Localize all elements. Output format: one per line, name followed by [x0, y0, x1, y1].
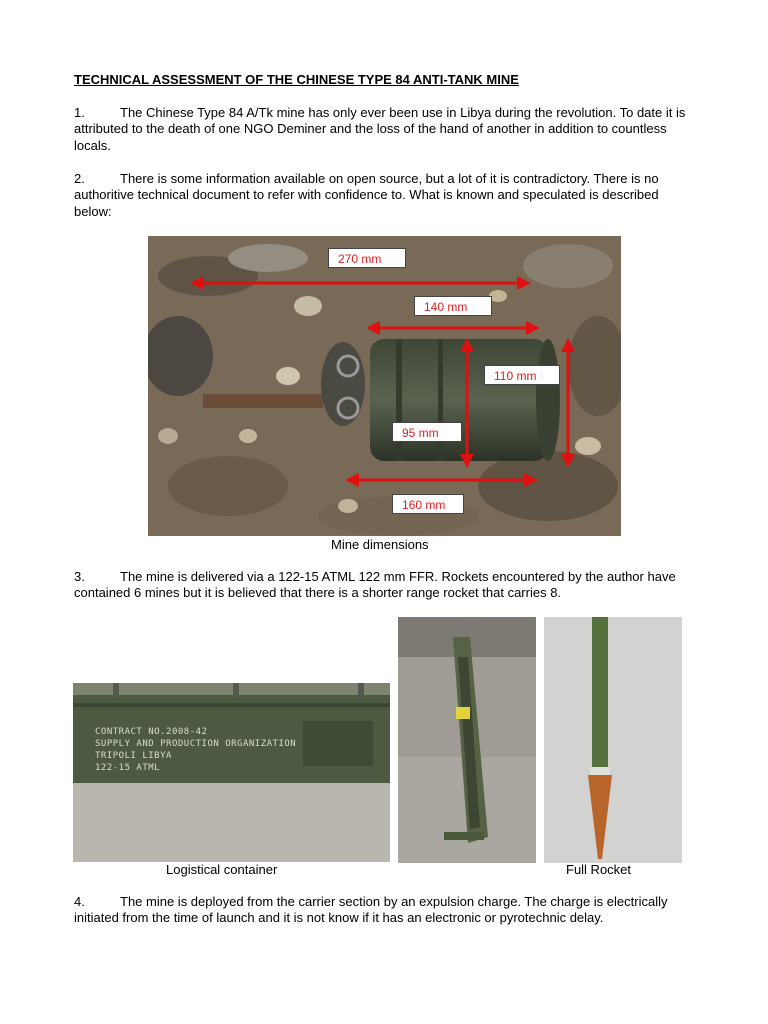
- figure-caption-rocket: Full Rocket: [566, 862, 632, 877]
- figure-caption-mine: Mine dimensions: [331, 537, 429, 552]
- container-photo: [73, 683, 390, 862]
- paragraph-1: [74, 105, 698, 154]
- dimension-label: 110 mm: [484, 365, 560, 385]
- paragraph-text: There is some information available on open source, but a lot of it is contradictory. There is no authoritive technical document to refer with confidence to. What is known and speculated is described below:: [74, 171, 659, 219]
- dimension-label: 160 mm: [392, 494, 464, 514]
- paragraph-number: 4.: [74, 894, 85, 909]
- paragraph-text: The Chinese Type 84 A/Tk mine has only ever been use in Libya during the revolution. To date it is attributed to the death of one NGO Deminer and the loss of the hand of another in addition to countless locals.: [74, 105, 686, 153]
- mine-photo: [148, 236, 621, 536]
- paragraph-text: The mine is delivered via a 122-15 ATML 122 mm FFR. Rockets encountered by the author have contained 6 mines but it is believed that there is a shorter range rocket that carries 8.: [74, 569, 676, 601]
- dimension-label: 95 mm: [392, 422, 462, 442]
- paragraph-3: [74, 569, 698, 602]
- paragraph-number: 1.: [74, 105, 85, 120]
- paragraph-number: 2.: [74, 171, 85, 186]
- stencil-line: 122-15 ATML: [95, 763, 161, 773]
- figure-caption-container: Logistical container: [166, 862, 278, 877]
- stencil-line: CONTRACT NO.2008-42: [95, 727, 208, 737]
- paragraph-text: The mine is deployed from the carrier section by an expulsion charge. The charge is electrically initiated from the time of launch and it is not know if it has an electronic or pyrotechnic delay.: [74, 894, 668, 926]
- stencil-line: SUPPLY AND PRODUCTION ORGANIZATION: [95, 739, 297, 749]
- paragraph-2: [74, 171, 698, 220]
- dimension-label: 140 mm: [414, 296, 492, 316]
- rocket-open-photo: [398, 617, 536, 863]
- paragraph-number: 3.: [74, 569, 85, 584]
- paragraph-4: [74, 894, 698, 927]
- document-title: TECHNICAL ASSESSMENT OF THE CHINESE TYPE 84 ANTI-TANK MINE: [74, 72, 519, 87]
- stencil-line: TRIPOLI LIBYA: [95, 751, 172, 761]
- full-rocket-photo: [544, 617, 682, 863]
- dimension-label: 270 mm: [328, 248, 406, 268]
